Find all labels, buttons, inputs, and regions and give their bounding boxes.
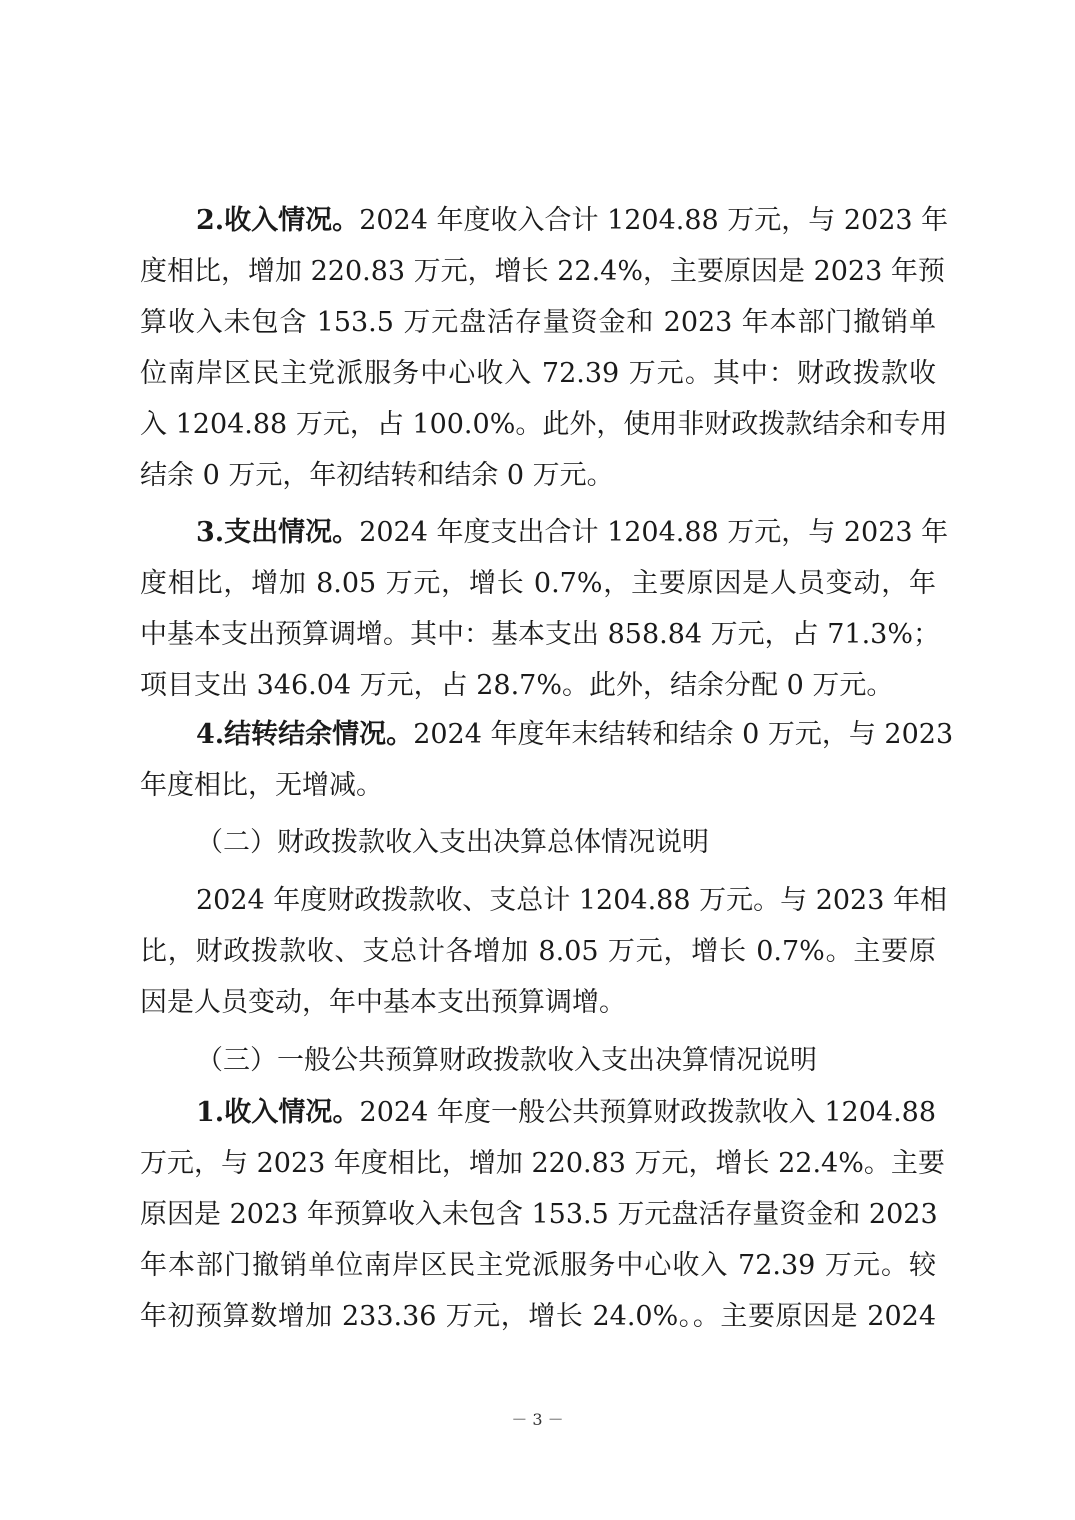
section-3-line-4: 年本部门撤销单位南岸区民主党派服务中心收入 72.39 万元。较 — [140, 1250, 936, 1281]
page-number: － 3 － — [511, 1410, 564, 1429]
income-paragraph-line-1 — [196, 204, 949, 238]
section-3-lead: 1.收入情况。 — [196, 1097, 360, 1128]
expense-paragraph-line-2: 度相比，增加 8.05 万元，增长 0.7%，主要原因是人员变动，年 — [140, 568, 936, 599]
income-paragraph-line-2: 度相比，增加 220.83 万元，增长 22.4%，主要原因是 2023 年预 — [140, 256, 945, 287]
section-2-line-1: 2024 年度财政拨款收、支总计 1204.88 万元。与 2023 年相 — [196, 885, 947, 916]
expense-paragraph-line-4: 项目支出 346.04 万元，占 28.7%。此外，结余分配 0 万元。 — [140, 670, 894, 701]
expense-lead: 3.支出情况。 — [196, 517, 360, 548]
income-text: 2024 年度收入合计 1204.88 万元，与 2023 年 — [359, 205, 949, 236]
income-paragraph-line-4: 位南岸区民主党派服务中心收入 72.39 万元。其中：财政拨款收 — [140, 358, 936, 389]
section-3-line-2: 万元，与 2023 年度相比，增加 220.83 万元，增长 22.4%。主要 — [140, 1148, 945, 1179]
income-paragraph-line-3: 算收入未包含 153.5 万元盘活存量资金和 2023 年本部门撤销单 — [140, 307, 936, 338]
section-3-heading: （三）一般公共预算财政拨款收入支出决算情况说明 — [196, 1045, 817, 1076]
carryover-paragraph-line-2: 年度相比，无增减。 — [140, 770, 383, 801]
section-3-line-1 — [196, 1096, 936, 1130]
income-paragraph-line-6: 结余 0 万元，年初结转和结余 0 万元。 — [140, 460, 614, 491]
section-2-line-3: 因是人员变动，年中基本支出预算调增。 — [140, 987, 626, 1018]
expense-paragraph-line-1 — [196, 516, 949, 550]
section-3-line-3: 原因是 2023 年预算收入未包含 153.5 万元盘活存量资金和 2023 — [140, 1199, 938, 1230]
section-2-line-2: 比，财政拨款收、支总计各增加 8.05 万元，增长 0.7%。主要原 — [140, 936, 936, 967]
expense-paragraph-line-3: 中基本支出预算调增。其中：基本支出 858.84 万元，占 71.3%； — [140, 619, 940, 650]
income-lead: 2.收入情况。 — [196, 205, 360, 236]
carryover-text: 2024 年度年末结转和结余 0 万元，与 2023 — [413, 719, 954, 750]
income-paragraph-line-5: 入 1204.88 万元，占 100.0%。此外，使用非财政拨款结余和专用 — [140, 409, 948, 440]
carryover-paragraph-line-1 — [196, 718, 954, 752]
carryover-lead: 4.结转结余情况。 — [196, 719, 414, 750]
section-3-line-5: 年初预算数增加 233.36 万元，增长 24.0%。。主要原因是 2024 — [140, 1301, 936, 1332]
expense-text: 2024 年度支出合计 1204.88 万元，与 2023 年 — [359, 517, 949, 548]
section-3-text: 2024 年度一般公共预算财政拨款收入 1204.88 — [359, 1097, 937, 1128]
section-2-heading: （二）财政拨款收入支出决算总体情况说明 — [196, 827, 709, 858]
